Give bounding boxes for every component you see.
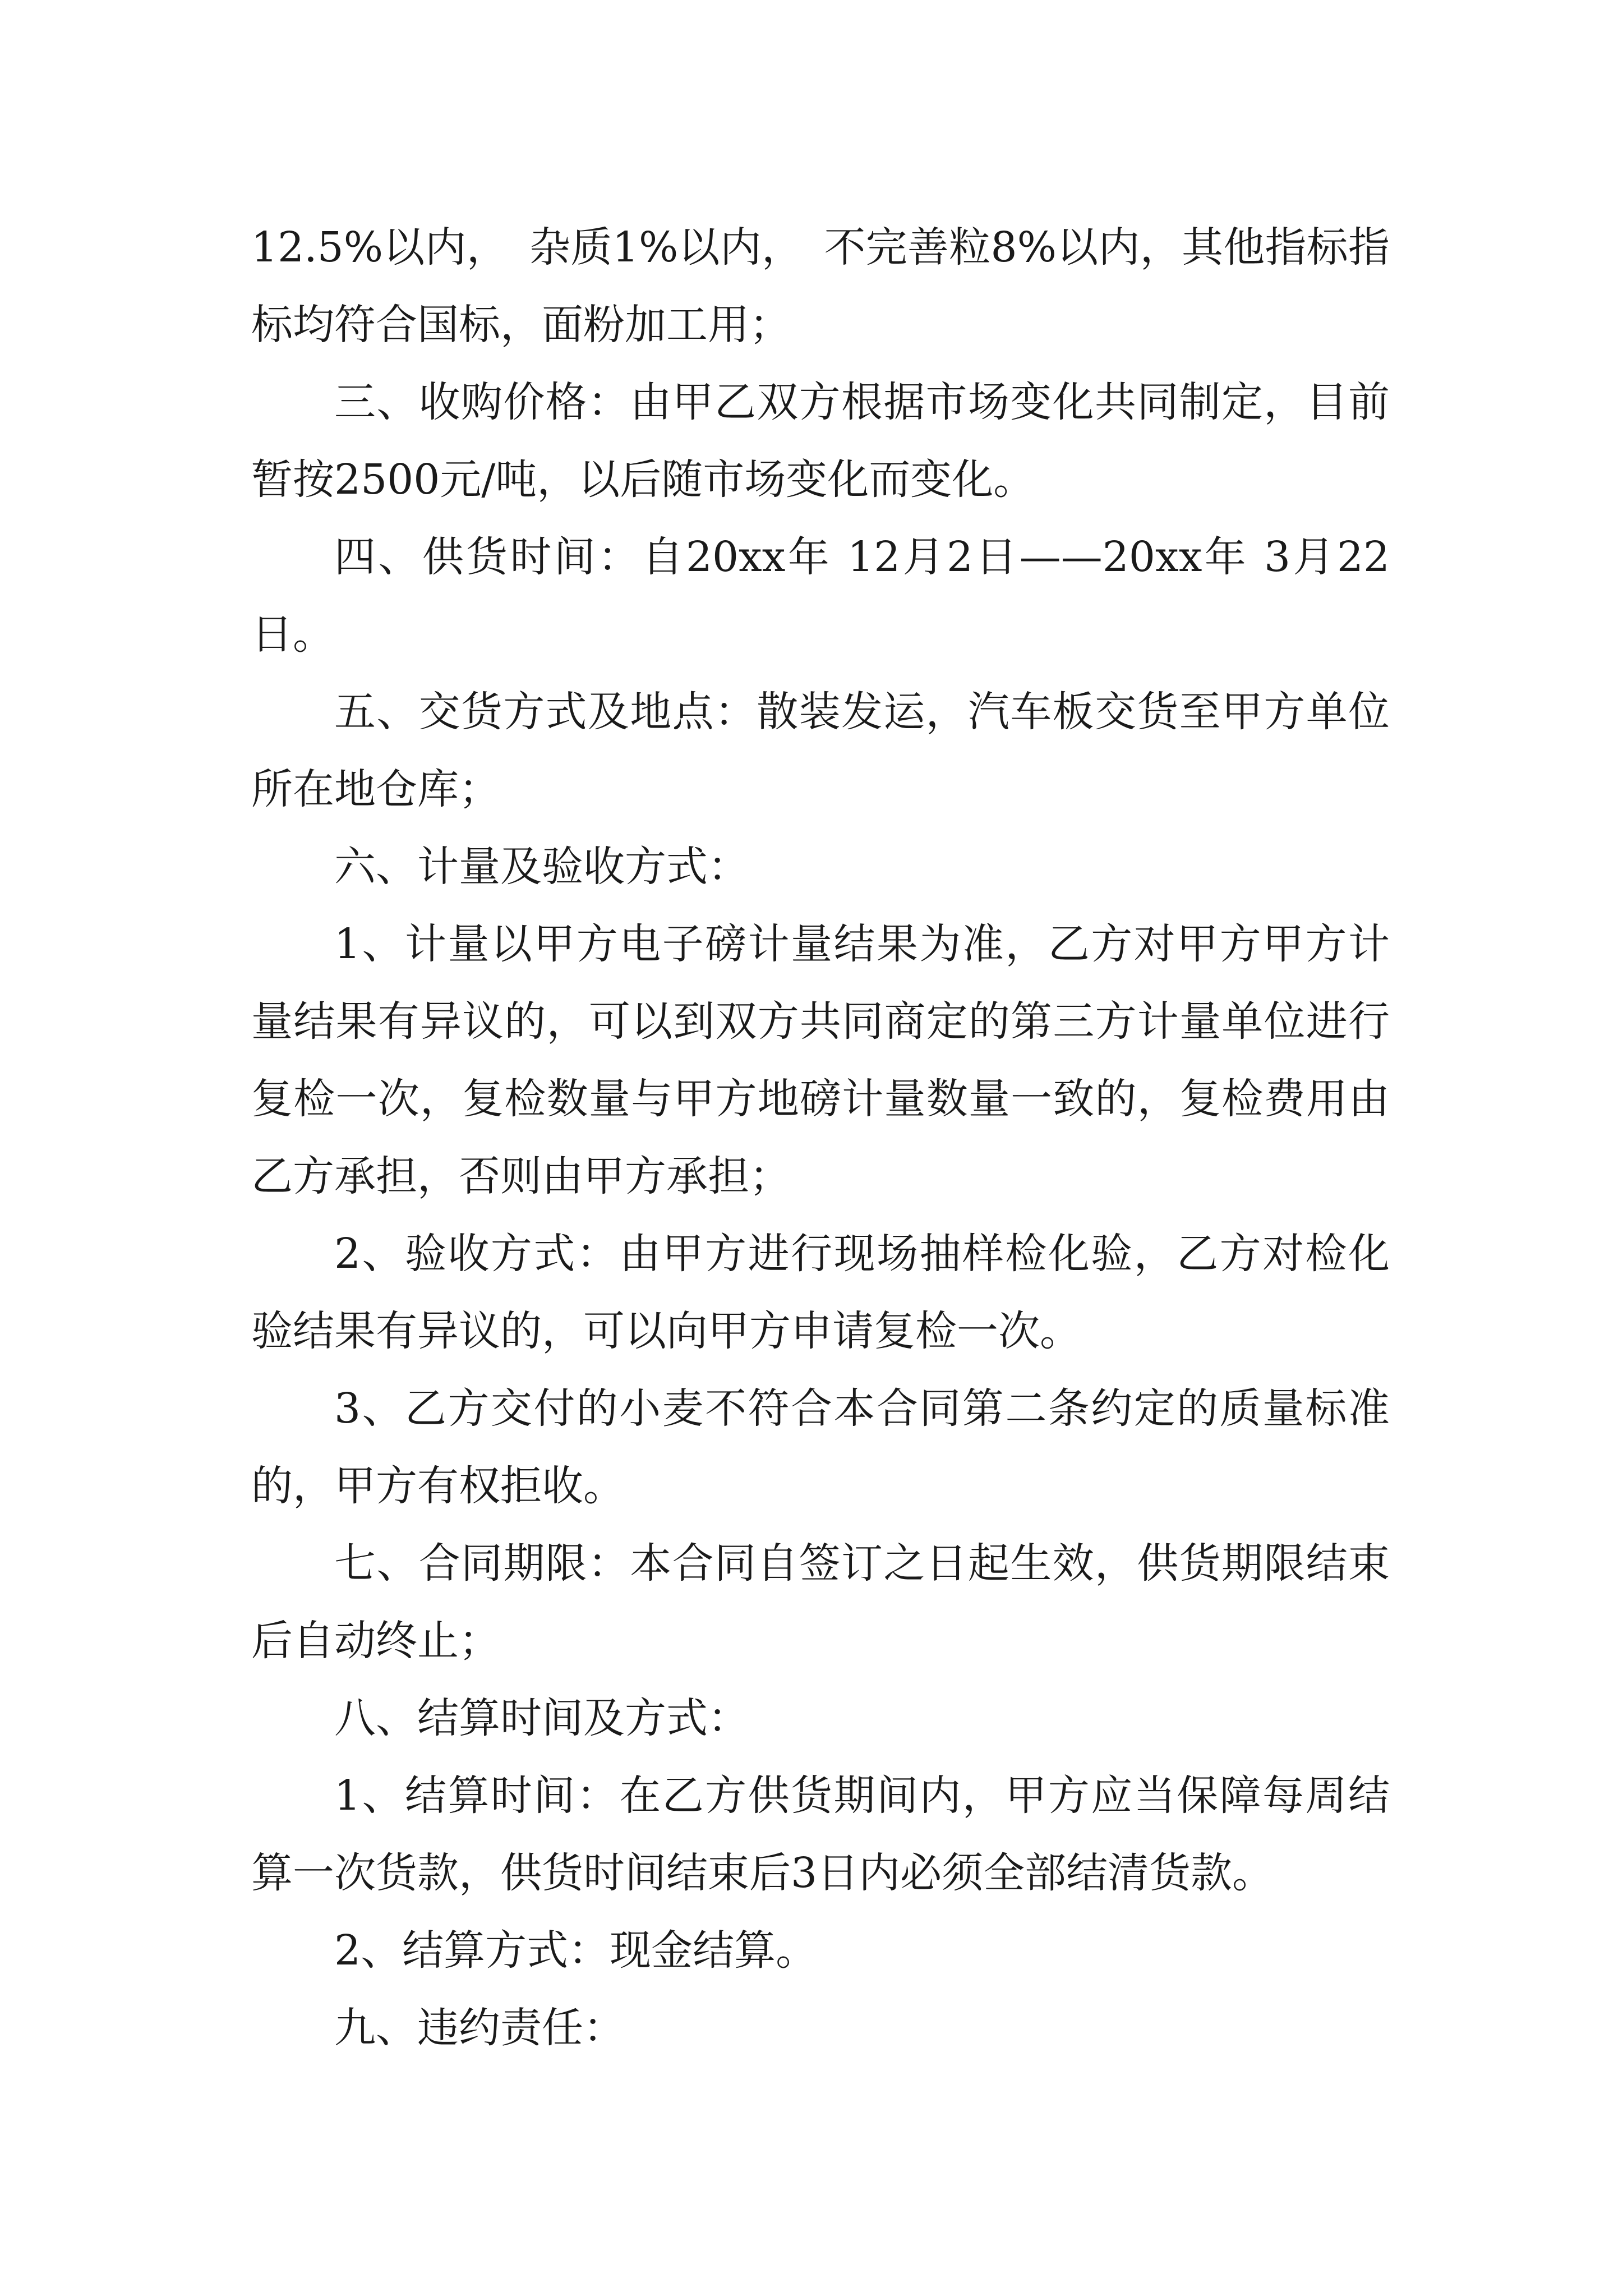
- paragraph-delivery-method: 五、交货方式及地点：散装发运，汽车板交货至甲方单位所在地仓库；: [251, 688, 1390, 813]
- document-body: [251, 209, 1390, 2067]
- paragraph-settlement-method: 2、结算方式：现金结算。: [334, 1926, 818, 1975]
- paragraph-purchase-price: 三、收购价格：由甲乙双方根据市场变化共同制定，目前暂按2500元/吨，以后随市场变化而变化。: [251, 378, 1390, 504]
- paragraph-supply-time: 四、供货时间：自20xx年 12月2日——20xx年 3月22日。: [251, 533, 1390, 659]
- paragraph-rejection: 3、乙方交付的小麦不符合本合同第二条约定的质量标准的，甲方有权拒收。: [251, 1384, 1390, 1510]
- paragraph-contract-term: 七、合同期限：本合同自签订之日起生效，供货期限结束后自动终止；: [251, 1539, 1390, 1665]
- heading-measurement-inspection: 六、计量及验收方式：: [334, 843, 749, 891]
- paragraph-settlement-time: 1、结算时间：在乙方供货期间内，甲方应当保障每周结算一次货款，供货时间结束后3日内必须全部结清货款。: [251, 1772, 1390, 1897]
- heading-liability: 九、违约责任：: [334, 2004, 625, 2052]
- paragraph-quality-continuation: 12.5%以内， 杂质1%以内， 不完善粒8%以内，其他指标指标均符合国标，面粉加工用；: [251, 223, 1390, 349]
- paragraph-measurement: 1、计量以甲方电子磅计量结果为准，乙方对甲方甲方计量结果有异议的，可以到双方共同商定的第三方计量单位进行复检一次，复检数量与甲方地磅计量数量一致的，复检费用由乙方承担，否则由甲方承担；: [251, 920, 1390, 1200]
- paragraph-inspection-method: 2、验收方式：由甲方进行现场抽样检化验，乙方对检化验结果有异议的，可以向甲方申请复检一次。: [251, 1230, 1390, 1355]
- heading-settlement: 八、结算时间及方式：: [334, 1694, 749, 1742]
